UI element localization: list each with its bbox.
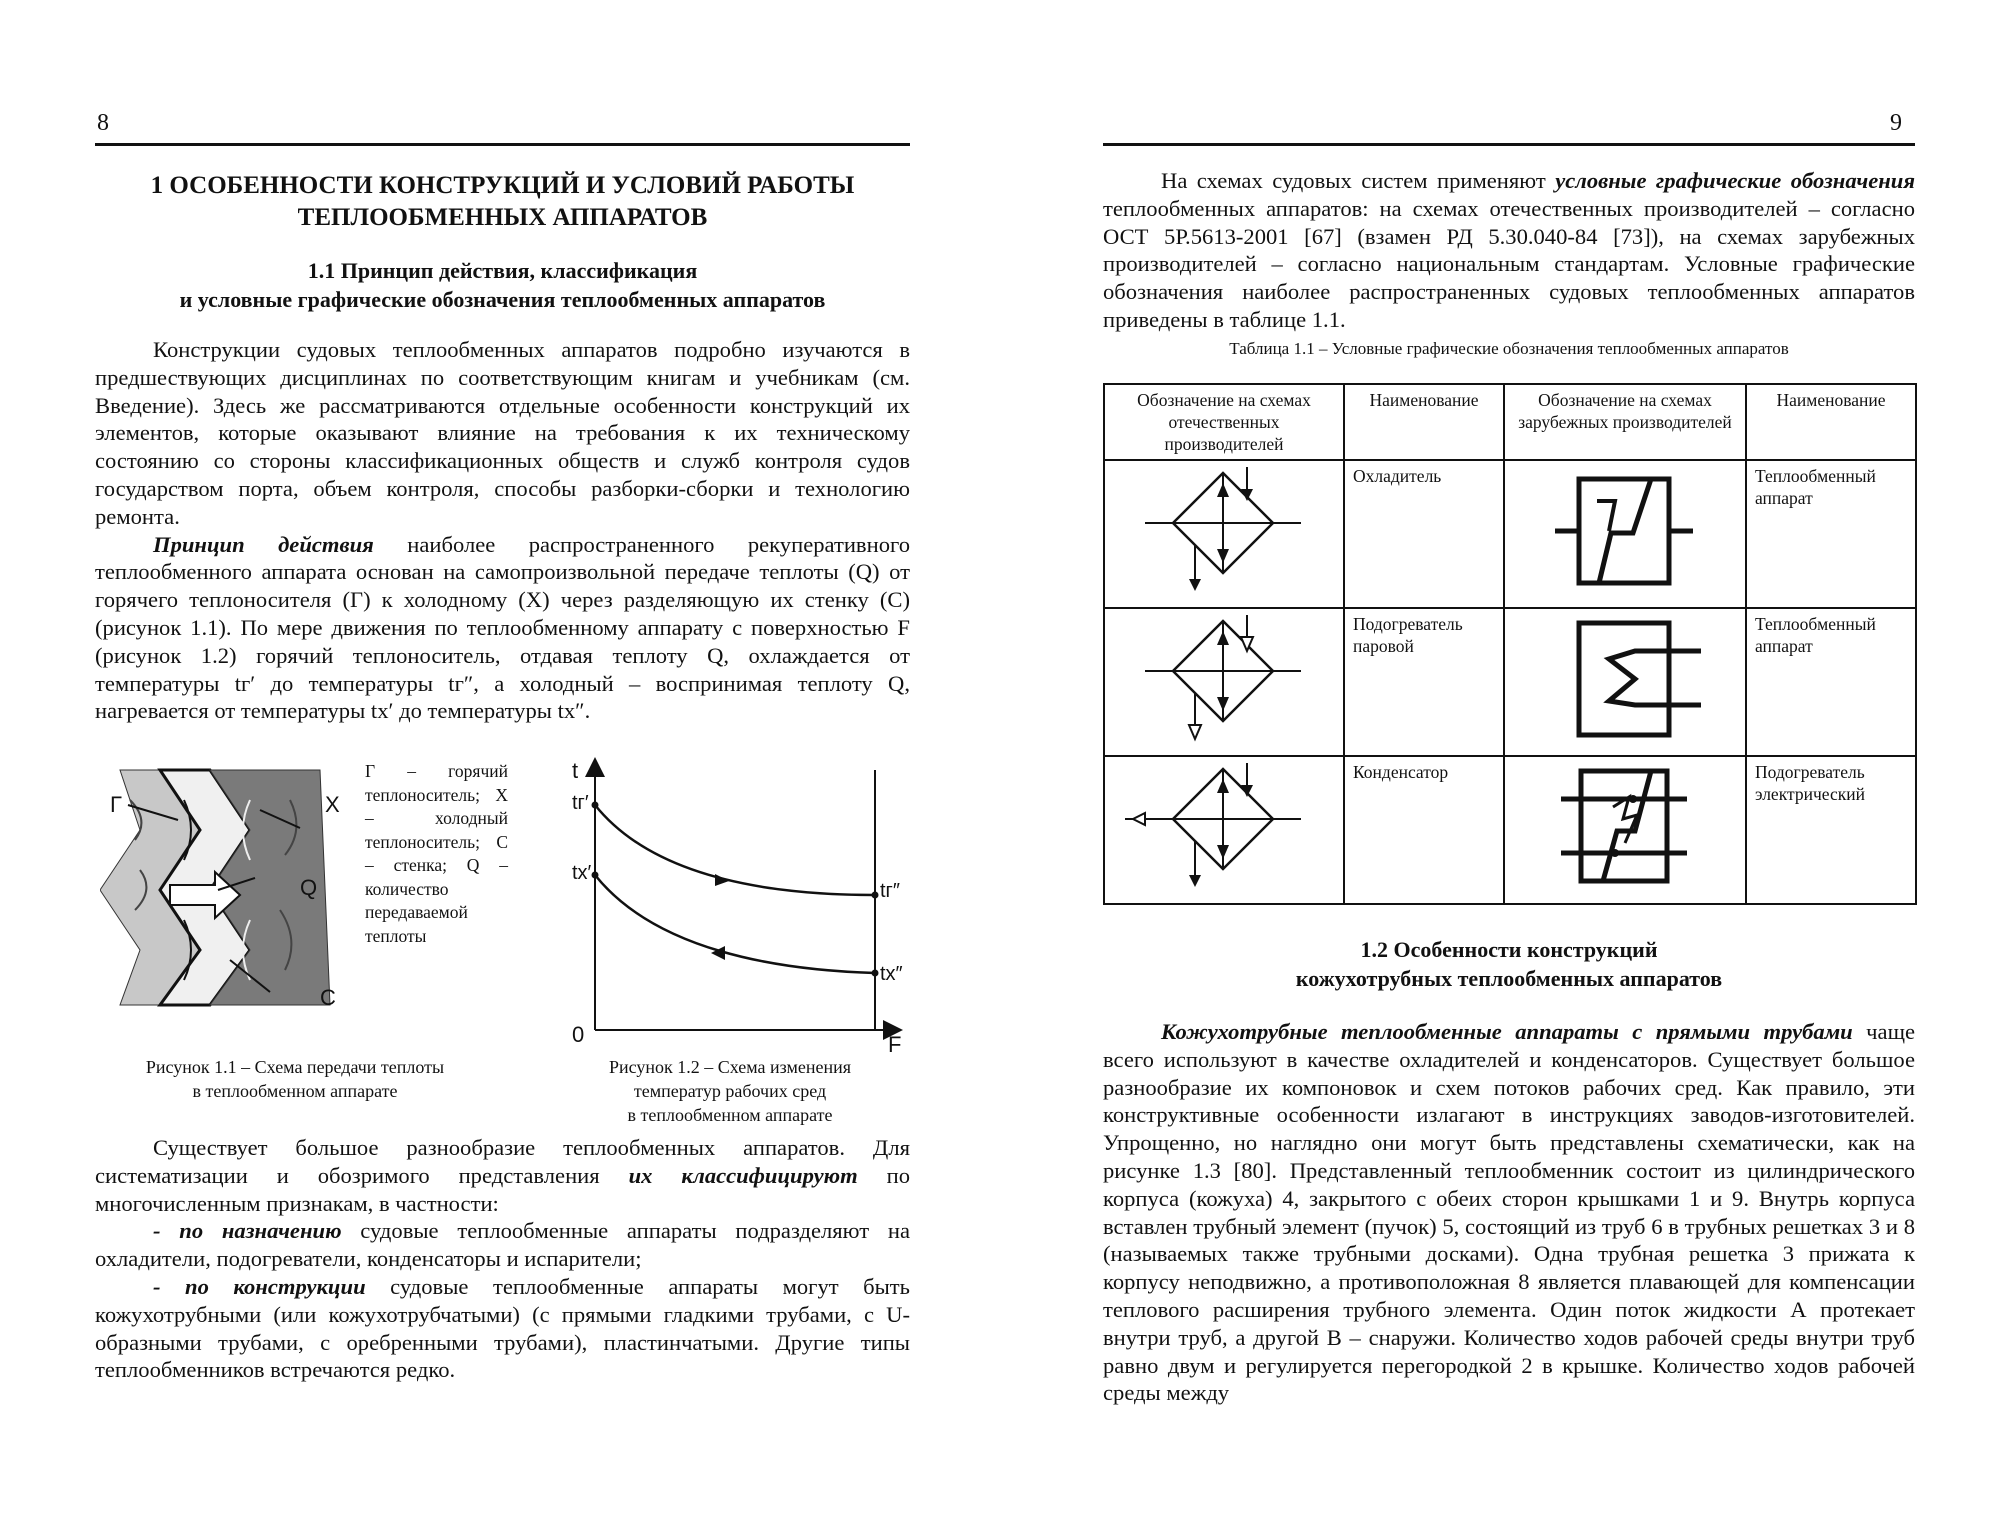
- by-design-term: - по конструкции: [153, 1273, 366, 1299]
- label-tg-initial: tг′: [572, 792, 589, 814]
- symbol-cooler: [1104, 460, 1344, 608]
- name-heat-exchanger: Теплообменный аппарат: [1746, 460, 1916, 608]
- intro-paragraph: [1103, 167, 1915, 334]
- steam-heater-symbol-icon: [1105, 609, 1341, 747]
- by-purpose-term: - по назначению: [153, 1218, 342, 1244]
- shell-tube-text: [1103, 1018, 1915, 1407]
- figure-1-2-caption: [560, 1055, 900, 1127]
- table-caption: Таблица 1.1 – Условные графические обозначения теплообменных аппаратов: [1229, 339, 1789, 358]
- intro-text: [1103, 167, 1915, 334]
- page-number: 8: [97, 110, 109, 136]
- page-number: 9: [1890, 110, 1902, 136]
- symbols-term: условные графические обозначения: [1555, 168, 1915, 193]
- paragraph-4-text: судовые теплообменные аппараты подразделяют на охладители, подогреватели, конденсаторы и испарители;: [95, 1218, 910, 1272]
- shell-tube-paragraph-text: чаще всего используют в качестве охладителей и конденсаторов. Существует большое разнообразие их компоновок и схем потоков рабочих сред. Как правило, эти конструктивные особенности излагают в инструкциях заводов-изготовителей. Упрощенно, но наглядно они могут быть представлены схематически, как на рисунке 1.3 [80]. Представленный теплообменник состоит из цилиндрического корпуса (кожуха) 4, закрытого с обеих сторон крышками 1 и 9. Внутрь корпуса вставлен трубный элемент (пучок) 5, состоящий из труб 6 в трубных решетках 3 и 8 (называемых также трубными досками). Одна трубная решетка 3 прижата к корпусу неподвижно, а противоположная 8 является плавающей для компенсации теплового расширения трубного элемента. Один поток жидкости А протекает внутри труб, а другой В – снаружи. Количество ходов рабочей среды внутри труб равно двум и регулируется перегородкой 2 в крышке. Количество ходов рабочей среды между: [1103, 1019, 1915, 1406]
- chapter-title-line2: ТЕПЛООБМЕННЫХ АППАРАТОВ: [297, 204, 708, 231]
- section-title: [1103, 935, 1915, 993]
- paragraph-3-end: по многочисленным признакам, в частности:: [95, 1162, 910, 1216]
- figure-1-1-caption: [100, 1055, 490, 1103]
- section-title-line2: кожухотрубных теплообменных аппаратов: [1295, 966, 1723, 991]
- fig2-caption-line2: температур рабочих сред: [633, 1081, 827, 1101]
- shell-tube-term: Кожухотрубные теплообменные аппараты с прямыми трубами: [1161, 1019, 1853, 1044]
- header-rule: [1103, 143, 1915, 146]
- table-row: [1104, 608, 1916, 756]
- chapter-title-line1: 1 ОСОБЕННОСТИ КОНСТРУКЦИЙ И УСЛОВИЙ РАБОТЫ: [150, 172, 855, 199]
- section-title-line1: 1.2 Особенности конструкций: [1360, 937, 1658, 962]
- figure-1-1-legend: Г – горячий теплоноситель; Х – холодный теплоноситель; С – стенка; Q – количество передаваемой теплоты: [365, 761, 508, 946]
- heat-exchanger-u-symbol-icon: [1505, 609, 1743, 747]
- paragraph-4: [95, 1217, 910, 1273]
- symbol-heat-exchanger-2: [1504, 608, 1746, 756]
- intro-text: [95, 336, 910, 725]
- condenser-symbol-icon: [1105, 757, 1341, 895]
- label-tg-final: tг″: [880, 880, 900, 902]
- fig2-caption-line1: Рисунок 1.2 – Схема изменения: [608, 1057, 852, 1077]
- paragraph-5: [95, 1273, 910, 1384]
- header-name: Наименование: [1746, 384, 1916, 460]
- axis-origin: 0: [572, 1022, 585, 1047]
- fig2-caption-line3: в теплообменном аппарате: [627, 1105, 833, 1125]
- principle-term: Принцип действия: [153, 531, 374, 557]
- right-page: [1000, 0, 2000, 1515]
- axis-t-label: t: [572, 758, 579, 783]
- paragraph-2-text: наиболее распространенного рекуперативного теплообменного аппарата основан на самопроизвольной передаче теплоты (Q) от горячего теплоносителя (Г) к холодному (Х) через разделяющую их стенку (С) (рисунок 1.1). По мере движения по теплообменному аппарату с поверхностью F (рисунок 1.2) горячий теплоноситель, отдавая теплоту Q, охлаждается от температуры tг′ до температуры tг″, а холодный – воспринимая теплоту Q, нагревается от температуры tх′ до температуры tх″.: [95, 531, 910, 724]
- header-domestic-symbol: Обозначение на схемах отечественных производителей: [1104, 384, 1344, 460]
- cooler-symbol-icon: [1105, 461, 1341, 599]
- electric-heater-symbol-icon: [1505, 757, 1743, 895]
- table-header-row: [1104, 384, 1916, 460]
- label-c: C: [320, 985, 336, 1010]
- paragraph-2: [95, 531, 910, 726]
- paragraph-1: Конструкции судовых теплообменных аппаратов подробно изучаются в предшествующих дисциплинах по соответствующим книгам и учебникам (см. Введение). Здесь же рассматриваются отдельные особенности конструкций их элементов, которые оказывают влияние на требования к их техническому состоянию со стороны классификационных обществ и служб контроля судов государством порта, объем контроля, способы разборки-сборки и технологию ремонта.: [95, 337, 910, 529]
- heat-exchanger-symbol-icon: [1505, 461, 1743, 599]
- header-foreign-symbol: Обозначение на схемах зарубежных производителей: [1504, 384, 1746, 460]
- intro-end: теплообменных аппаратов: на схемах отечественных производителей – согласно ОСТ 5Р.5613-2001 [67] (взамен РД 5.30.040-84 [73]), на схемах зарубежных производителей – согласно национальным стандартам. Условные графические обозначения наиболее распространенных судовых теплообменных аппаратов приведены в таблице 1.1.: [1103, 195, 1915, 332]
- table-row: [1104, 460, 1916, 608]
- symbols-table: [1103, 383, 1917, 905]
- paragraph-5-text: судовые теплообменные аппараты могут быть кожухотрубными (или кожухотрубчатыми) (с прямыми гладкими трубами, с U-образными трубами, с оребренными трубами), пластинчатыми. Другие типы теплообменников встречаются редко.: [95, 1273, 910, 1383]
- table-row: [1104, 756, 1916, 904]
- name-heat-exchanger-2: Теплообменный аппарат: [1746, 608, 1916, 756]
- classify-term: их классифицируют: [628, 1162, 858, 1188]
- symbol-electric-heater: [1504, 756, 1746, 904]
- header-name: Наименование: [1344, 384, 1504, 460]
- section-title: [95, 256, 910, 314]
- label-tx-final: tх″: [880, 963, 903, 985]
- symbol-condenser: [1104, 756, 1344, 904]
- paragraph-3: [95, 1134, 910, 1217]
- name-condenser: Конденсатор: [1344, 756, 1504, 904]
- symbol-steam-heater: [1104, 608, 1344, 756]
- fig1-caption-line1: Рисунок 1.1 – Схема передачи теплоты: [145, 1057, 445, 1077]
- fig1-caption-line2: в теплообменном аппарате: [192, 1081, 398, 1101]
- classification-text: [95, 1134, 910, 1384]
- figure-1-2-temperature-chart: [545, 755, 905, 1055]
- name-steam-heater: Подогреватель паровой: [1344, 608, 1504, 756]
- label-tx-initial: tх′: [572, 862, 592, 884]
- paragraph-3-start: Существует большое разнообразие теплообменных аппаратов. Для систематизации и обозримого представления: [95, 1135, 910, 1188]
- label-g: Г: [110, 792, 122, 817]
- symbol-heat-exchanger: [1504, 460, 1746, 608]
- section-title-line2: и условные графические обозначения теплообменных аппаратов: [179, 287, 826, 312]
- name-cooler: Охладитель: [1344, 460, 1504, 608]
- label-q: Q: [300, 875, 318, 900]
- cold-medium-curve: [595, 875, 875, 973]
- label-x: X: [325, 792, 340, 817]
- header-rule: [95, 143, 910, 146]
- chapter-title: [95, 170, 910, 234]
- intro-start: На схемах судовых систем применяют: [1161, 168, 1556, 193]
- hot-medium-curve: [595, 805, 875, 895]
- section-title-line1: 1.1 Принцип действия, классификация: [307, 258, 698, 283]
- shell-tube-paragraph: [1103, 1018, 1915, 1407]
- axis-f-label: F: [888, 1032, 902, 1057]
- name-electric-heater: Подогреватель электрический: [1746, 756, 1916, 904]
